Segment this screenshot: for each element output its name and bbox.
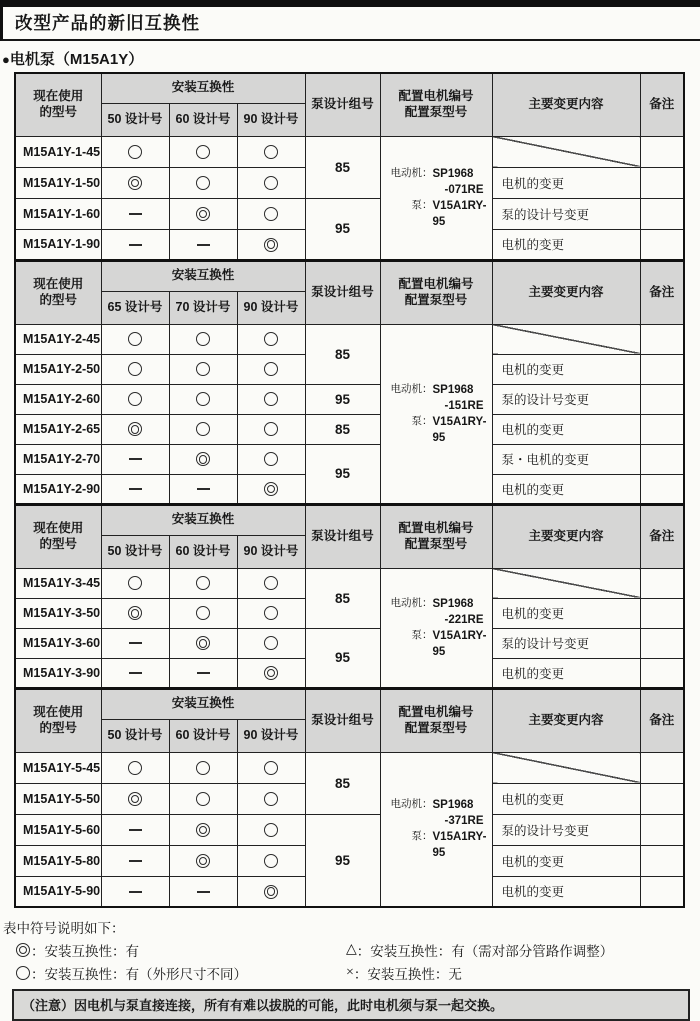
config-cell xyxy=(380,324,492,504)
compat-symbol-cell xyxy=(237,814,305,845)
header-design-col: 50 设计号 xyxy=(101,535,169,568)
remark-cell xyxy=(640,167,684,198)
compat-symbol-cell xyxy=(101,814,169,845)
compat-symbol-cell xyxy=(237,658,305,688)
motor-number: SP1968 xyxy=(432,167,474,180)
header-design-col: 50 设计号 xyxy=(101,719,169,752)
table-row xyxy=(15,444,684,474)
compat-symbol-cell xyxy=(101,598,169,628)
remark-cell xyxy=(640,814,684,845)
pump-model: V15A1RY-95 xyxy=(432,199,487,228)
header-install-compat: 安装互换性 xyxy=(101,261,305,291)
double-circle-icon xyxy=(196,452,210,466)
circle-icon xyxy=(264,823,278,837)
remark-cell xyxy=(640,752,684,783)
pump-model: V15A1RY-95 xyxy=(432,629,487,658)
remark-cell xyxy=(640,384,684,414)
change-cell: 电机的变更 xyxy=(492,354,640,384)
compat-symbol-cell xyxy=(169,658,237,688)
header-current-model: 现在使用 的型号 xyxy=(15,261,101,324)
double-circle-icon xyxy=(196,823,210,837)
diagonal-na-cell xyxy=(492,568,640,598)
pump-group-cell: 85 xyxy=(305,324,380,384)
motor-number: SP1968 xyxy=(432,799,474,812)
motor-label: 电动机： xyxy=(390,597,433,609)
pump-group-cell: 95 xyxy=(305,628,380,688)
config-cell xyxy=(380,136,492,260)
compat-symbol-cell xyxy=(237,474,305,504)
table-row xyxy=(15,198,684,229)
circle-icon xyxy=(264,792,278,806)
change-cell: 电机的变更 xyxy=(492,414,640,444)
model-cell: M15A1Y-2-50 xyxy=(15,354,101,384)
notice-box: （注意）因电机与泵直接连接，所有有难以拔脱的可能，此时电机须与泵一起交换。 xyxy=(12,989,690,1021)
header-remarks: 备注 xyxy=(640,505,684,568)
header-design-col: 50 设计号 xyxy=(101,103,169,136)
model-cell: M15A1Y-2-70 xyxy=(15,444,101,474)
dash-icon xyxy=(197,488,210,490)
pump-label: 泵： xyxy=(411,415,433,427)
legend-item xyxy=(16,963,346,983)
compat-symbol-cell xyxy=(237,783,305,814)
pump-group-cell: 95 xyxy=(305,814,380,907)
compat-symbol-cell xyxy=(169,628,237,658)
dash-icon xyxy=(129,213,142,215)
table-row xyxy=(15,814,684,845)
remark-cell xyxy=(640,444,684,474)
header-design-col: 60 设计号 xyxy=(169,719,237,752)
header-current-model: 现在使用 的型号 xyxy=(15,73,101,136)
bullet-icon: ● xyxy=(2,52,10,67)
header-install-compat: 安装互换性 xyxy=(101,689,305,719)
pump-group-cell: 85 xyxy=(305,752,380,814)
page-title: 改型产品的新旧互换性 xyxy=(0,0,700,41)
circle-icon xyxy=(264,576,278,590)
compat-symbol-cell xyxy=(101,167,169,198)
circle-icon xyxy=(196,392,210,406)
dash-icon xyxy=(129,860,142,862)
circle-icon xyxy=(264,854,278,868)
compat-symbol-cell xyxy=(237,568,305,598)
double-circle-icon xyxy=(264,238,278,252)
remark-cell xyxy=(640,845,684,876)
triangle-icon: △ xyxy=(346,942,357,957)
compat-symbol-cell xyxy=(169,474,237,504)
table-row xyxy=(15,324,684,354)
motor-label: 电动机： xyxy=(390,799,433,811)
motor-number-cont: -151RE xyxy=(444,399,484,412)
table-row xyxy=(15,136,684,167)
motor-number-cont: -071RE xyxy=(444,183,484,196)
circle-icon xyxy=(264,362,278,376)
pump-label: 泵： xyxy=(411,831,433,843)
header-main-changes: 主要变更内容 xyxy=(492,505,640,568)
dash-icon xyxy=(129,829,142,831)
double-circle-icon xyxy=(264,885,278,899)
model-cell: M15A1Y-1-45 xyxy=(15,136,101,167)
section-heading xyxy=(2,48,700,69)
circle-icon xyxy=(196,792,210,806)
compat-symbol-cell xyxy=(237,354,305,384)
compat-table-2 xyxy=(14,260,685,505)
config-cell xyxy=(380,752,492,907)
header-pump-design-group: 泵设计组号 xyxy=(305,261,380,324)
compat-symbol-cell xyxy=(169,752,237,783)
header-config: 配置电机编号 配置泵型号 xyxy=(380,689,492,752)
motor-number-cont: -221RE xyxy=(444,613,484,626)
circle-icon xyxy=(264,392,278,406)
circle-icon xyxy=(196,606,210,620)
model-cell: M15A1Y-1-60 xyxy=(15,198,101,229)
table-row xyxy=(15,384,684,414)
dash-icon xyxy=(197,244,210,246)
circle-icon xyxy=(196,332,210,346)
header-main-changes: 主要变更内容 xyxy=(492,73,640,136)
table-row xyxy=(15,628,684,658)
legend-item xyxy=(346,940,700,960)
header-remarks: 备注 xyxy=(640,689,684,752)
header-pump-design-group: 泵设计组号 xyxy=(305,689,380,752)
compat-symbol-cell xyxy=(237,444,305,474)
remark-cell xyxy=(640,598,684,628)
change-cell: 电机的变更 xyxy=(492,876,640,907)
circle-icon xyxy=(264,452,278,466)
header-current-model: 现在使用 的型号 xyxy=(15,505,101,568)
compat-symbol-cell xyxy=(101,136,169,167)
compat-symbol-cell xyxy=(169,384,237,414)
header-config: 配置电机编号 配置泵型号 xyxy=(380,505,492,568)
header-install-compat: 安装互换性 xyxy=(101,505,305,535)
compat-symbol-cell xyxy=(237,628,305,658)
double-circle-icon xyxy=(264,482,278,496)
compat-symbol-cell xyxy=(237,229,305,260)
circle-icon xyxy=(128,332,142,346)
header-remarks: 备注 xyxy=(640,261,684,324)
compat-symbol-cell xyxy=(169,568,237,598)
double-circle-icon xyxy=(128,606,142,620)
circle-icon xyxy=(264,176,278,190)
model-cell: M15A1Y-1-50 xyxy=(15,167,101,198)
compat-symbol-cell xyxy=(101,845,169,876)
symbol-legend xyxy=(3,917,700,983)
compat-tables xyxy=(14,72,683,908)
circle-icon xyxy=(16,966,30,980)
compat-symbol-cell xyxy=(169,354,237,384)
remark-cell xyxy=(640,568,684,598)
circle-icon xyxy=(264,207,278,221)
remark-cell xyxy=(640,876,684,907)
pump-group-cell: 85 xyxy=(305,136,380,198)
compat-symbol-cell xyxy=(169,876,237,907)
pump-group-cell: 85 xyxy=(305,568,380,628)
pump-label: 泵： xyxy=(411,629,433,641)
change-cell: 电机的变更 xyxy=(492,658,640,688)
motor-number: SP1968 xyxy=(432,597,474,610)
compat-symbol-cell xyxy=(101,229,169,260)
model-cell: M15A1Y-5-45 xyxy=(15,752,101,783)
compat-symbol-cell xyxy=(169,136,237,167)
diagonal-na-cell xyxy=(492,136,640,167)
compat-symbol-cell xyxy=(101,658,169,688)
legend-grid xyxy=(3,940,700,983)
remark-cell xyxy=(640,658,684,688)
remark-cell xyxy=(640,324,684,354)
change-cell: 电机的变更 xyxy=(492,167,640,198)
header-design-col: 60 设计号 xyxy=(169,103,237,136)
circle-icon xyxy=(196,145,210,159)
compat-symbol-cell xyxy=(169,324,237,354)
legend-intro: 表中符号说明如下： xyxy=(3,921,125,936)
header-design-col: 90 设计号 xyxy=(237,719,305,752)
circle-icon xyxy=(196,176,210,190)
motor-number-cont: -371RE xyxy=(444,815,484,828)
circle-icon xyxy=(128,145,142,159)
compat-table-3 xyxy=(14,504,685,689)
pump-label: 泵： xyxy=(411,199,433,211)
model-cell: M15A1Y-5-90 xyxy=(15,876,101,907)
dash-icon xyxy=(129,672,142,674)
header-config: 配置电机编号 配置泵型号 xyxy=(380,73,492,136)
compat-table-1 xyxy=(14,72,685,261)
double-circle-icon xyxy=(128,422,142,436)
compat-symbol-cell xyxy=(169,167,237,198)
circle-icon xyxy=(196,576,210,590)
compat-symbol-cell xyxy=(169,783,237,814)
model-cell: M15A1Y-1-90 xyxy=(15,229,101,260)
compat-symbol-cell xyxy=(237,414,305,444)
circle-icon xyxy=(128,362,142,376)
table-row xyxy=(15,568,684,598)
pump-model: V15A1RY-95 xyxy=(432,415,487,444)
compat-symbol-cell xyxy=(169,598,237,628)
diagonal-na-cell xyxy=(492,752,640,783)
dash-icon xyxy=(197,891,210,893)
motor-number: SP1968 xyxy=(432,383,474,396)
change-cell: 电机的变更 xyxy=(492,229,640,260)
double-circle-icon xyxy=(128,176,142,190)
model-cell: M15A1Y-3-50 xyxy=(15,598,101,628)
compat-symbol-cell xyxy=(169,814,237,845)
circle-icon xyxy=(264,636,278,650)
circle-icon xyxy=(128,392,142,406)
remark-cell xyxy=(640,354,684,384)
compat-symbol-cell xyxy=(237,198,305,229)
change-cell: 泵的设计号变更 xyxy=(492,628,640,658)
legend-item xyxy=(16,940,346,960)
compat-symbol-cell xyxy=(169,845,237,876)
circle-icon xyxy=(128,761,142,775)
legend-item xyxy=(346,963,700,983)
compat-table-4 xyxy=(14,688,685,908)
dash-icon xyxy=(197,672,210,674)
double-circle-icon xyxy=(196,854,210,868)
remark-cell xyxy=(640,628,684,658)
compat-symbol-cell xyxy=(101,198,169,229)
double-circle-icon xyxy=(16,943,30,957)
legend-text: ：安装互换性：有 xyxy=(31,944,139,959)
circle-icon xyxy=(196,362,210,376)
legend-text: ：安装互换性：无 xyxy=(353,967,462,982)
remark-cell xyxy=(640,198,684,229)
model-cell: M15A1Y-5-80 xyxy=(15,845,101,876)
model-cell: M15A1Y-2-65 xyxy=(15,414,101,444)
table-row xyxy=(15,752,684,783)
header-design-col: 70 设计号 xyxy=(169,291,237,324)
compat-symbol-cell xyxy=(237,324,305,354)
circle-icon xyxy=(264,145,278,159)
model-cell: M15A1Y-5-60 xyxy=(15,814,101,845)
change-cell: 电机的变更 xyxy=(492,474,640,504)
header-remarks: 备注 xyxy=(640,73,684,136)
model-cell: M15A1Y-3-60 xyxy=(15,628,101,658)
dash-icon xyxy=(129,244,142,246)
model-cell: M15A1Y-5-50 xyxy=(15,783,101,814)
remark-cell xyxy=(640,136,684,167)
compat-symbol-cell xyxy=(237,136,305,167)
model-cell: M15A1Y-3-90 xyxy=(15,658,101,688)
dash-icon xyxy=(129,488,142,490)
dash-icon xyxy=(129,891,142,893)
circle-icon xyxy=(196,422,210,436)
motor-label: 电动机： xyxy=(390,167,433,179)
model-cell: M15A1Y-2-45 xyxy=(15,324,101,354)
pump-group-cell: 85 xyxy=(305,414,380,444)
change-cell: 电机的变更 xyxy=(492,783,640,814)
double-circle-icon xyxy=(196,636,210,650)
change-cell: 电机的变更 xyxy=(492,598,640,628)
circle-icon xyxy=(196,761,210,775)
compat-symbol-cell xyxy=(237,598,305,628)
change-cell: 泵的设计号变更 xyxy=(492,814,640,845)
header-config: 配置电机编号 配置泵型号 xyxy=(380,261,492,324)
dash-icon xyxy=(129,458,142,460)
header-design-col: 60 设计号 xyxy=(169,535,237,568)
compat-symbol-cell xyxy=(101,752,169,783)
compat-symbol-cell xyxy=(169,414,237,444)
double-circle-icon xyxy=(264,666,278,680)
compat-symbol-cell xyxy=(101,414,169,444)
cross-icon: × xyxy=(346,965,354,980)
pump-group-cell: 95 xyxy=(305,444,380,504)
compat-symbol-cell xyxy=(101,474,169,504)
model-cell: M15A1Y-2-60 xyxy=(15,384,101,414)
circle-icon xyxy=(264,422,278,436)
header-main-changes: 主要变更内容 xyxy=(492,261,640,324)
compat-symbol-cell xyxy=(237,845,305,876)
double-circle-icon xyxy=(128,792,142,806)
compat-symbol-cell xyxy=(237,876,305,907)
compat-symbol-cell xyxy=(101,324,169,354)
compat-symbol-cell xyxy=(237,384,305,414)
table-row xyxy=(15,414,684,444)
compat-symbol-cell xyxy=(237,752,305,783)
header-design-col: 90 设计号 xyxy=(237,535,305,568)
compat-symbol-cell xyxy=(101,783,169,814)
remark-cell xyxy=(640,474,684,504)
compat-symbol-cell xyxy=(101,444,169,474)
header-install-compat: 安装互换性 xyxy=(101,73,305,103)
config-cell xyxy=(380,568,492,688)
legend-text: ：安装互换性：有（需对部分管路作调整） xyxy=(356,944,614,959)
remark-cell xyxy=(640,783,684,814)
change-cell: 泵的设计号变更 xyxy=(492,384,640,414)
compat-symbol-cell xyxy=(169,444,237,474)
change-cell: 泵・电机的变更 xyxy=(492,444,640,474)
motor-label: 电动机： xyxy=(390,383,433,395)
compat-symbol-cell xyxy=(101,568,169,598)
header-main-changes: 主要变更内容 xyxy=(492,689,640,752)
header-design-col: 90 设计号 xyxy=(237,103,305,136)
model-cell: M15A1Y-2-90 xyxy=(15,474,101,504)
pump-model: V15A1RY-95 xyxy=(432,831,487,860)
header-design-col: 90 设计号 xyxy=(237,291,305,324)
compat-symbol-cell xyxy=(101,354,169,384)
circle-icon xyxy=(264,606,278,620)
circle-icon xyxy=(128,576,142,590)
dash-icon xyxy=(129,642,142,644)
change-cell: 泵的设计号变更 xyxy=(492,198,640,229)
legend-text: ：安装互换性：有（外形尺寸不同） xyxy=(31,967,247,982)
compat-symbol-cell xyxy=(101,876,169,907)
compat-symbol-cell xyxy=(101,384,169,414)
compat-symbol-cell xyxy=(169,198,237,229)
header-current-model: 现在使用 的型号 xyxy=(15,689,101,752)
circle-icon xyxy=(264,332,278,346)
compat-symbol-cell xyxy=(101,628,169,658)
section-label: 电机泵（M15A1Y） xyxy=(9,51,144,68)
pump-group-cell: 95 xyxy=(305,384,380,414)
double-circle-icon xyxy=(196,207,210,221)
header-pump-design-group: 泵设计组号 xyxy=(305,505,380,568)
change-cell: 电机的变更 xyxy=(492,845,640,876)
diagonal-na-cell xyxy=(492,324,640,354)
compat-symbol-cell xyxy=(237,167,305,198)
remark-cell xyxy=(640,414,684,444)
circle-icon xyxy=(264,761,278,775)
pump-group-cell: 95 xyxy=(305,198,380,260)
header-pump-design-group: 泵设计组号 xyxy=(305,73,380,136)
model-cell: M15A1Y-3-45 xyxy=(15,568,101,598)
header-design-col: 65 设计号 xyxy=(101,291,169,324)
compat-symbol-cell xyxy=(169,229,237,260)
remark-cell xyxy=(640,229,684,260)
